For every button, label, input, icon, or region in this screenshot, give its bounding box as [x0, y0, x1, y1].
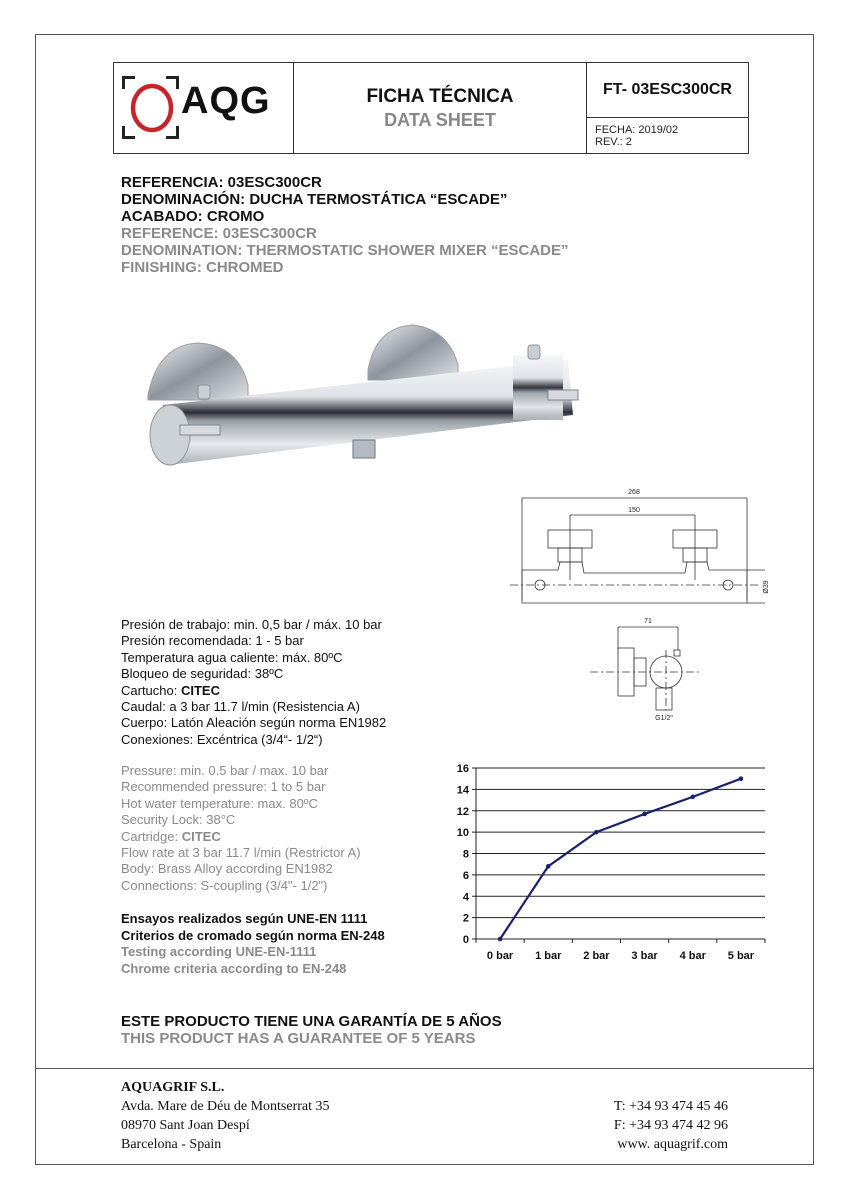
- dim-total-width: 268: [628, 489, 640, 496]
- spec-flow: Flow rate at 3 bar 11.7 l/min (Restrictor A): [121, 845, 361, 861]
- header-table: [113, 62, 749, 154]
- dim-center-distance: 150: [628, 507, 640, 514]
- finish-en: FINISHING: CHROMED: [121, 259, 284, 276]
- footer-divider: [35, 1068, 814, 1069]
- company-name: AQUAGRIF S.L.: [121, 1080, 225, 1095]
- spec-pressure: Pressure: min. 0.5 bar / max. 10 bar: [121, 763, 329, 778]
- y-tick-label: 0: [462, 934, 469, 946]
- y-tick-label: 4: [462, 891, 469, 904]
- title-es: FICHA TÉCNICA: [366, 85, 514, 107]
- guarantee-block: [121, 1013, 502, 1047]
- spec-cartridge: Cartridge: CITEC: [121, 828, 221, 844]
- safety-button: [198, 385, 210, 399]
- address-line-1: Avda. Mare de Déu de Montserrat 35: [121, 1099, 330, 1114]
- dim-outlet: G1/2": [655, 715, 673, 722]
- reference-en: REFERENCE: 03ESC300CR: [121, 225, 317, 242]
- test-es-1: Ensayos realizados según UNE-EN 1111: [121, 911, 368, 926]
- footer-contact: [614, 1097, 728, 1154]
- data-point: [546, 864, 551, 869]
- data-point: [642, 812, 647, 817]
- spec-recommended: Presión recomendada: 1 - 5 bar: [121, 633, 304, 649]
- y-tick-label: 12: [456, 805, 469, 818]
- website-link[interactable]: www. aquagrif.com: [617, 1137, 728, 1152]
- reference-es: REFERENCIA: 03ESC300CR: [121, 174, 322, 191]
- spec-cartridge: Cartucho: CITEC: [121, 682, 220, 698]
- guarantee-es: ESTE PRODUCTO TIENE UNA GARANTÍA DE 5 AÑOS: [121, 1013, 502, 1030]
- product-photo: [118, 305, 593, 470]
- flow-handle: [513, 355, 563, 420]
- dim-diameter: Ø39: [763, 580, 770, 594]
- document-revision: REV.: 2: [595, 136, 632, 148]
- guarantee-en: THIS PRODUCT HAS A GUARANTEE OF 5 YEARS: [121, 1030, 476, 1047]
- data-point: [690, 795, 695, 800]
- data-point: [739, 776, 744, 781]
- lever: [180, 425, 220, 435]
- fax: F: +34 93 474 42 96: [613, 1118, 728, 1133]
- spec-connections: Conexiones: Excéntrica (3/4“- 1/2“): [121, 731, 323, 747]
- document-date: FECHA: 2019/02: [595, 124, 679, 136]
- title-en: DATA SHEET: [384, 109, 496, 130]
- series-line: [500, 779, 741, 939]
- wall-escutcheon-right: [368, 325, 458, 380]
- y-tick-label: 6: [462, 869, 469, 882]
- spec-connections: Connections: S-coupling (3/4"- 1/2"): [121, 877, 328, 893]
- lever: [548, 390, 578, 400]
- address-line-3: Barcelona - Spain: [121, 1137, 222, 1152]
- spec-lock: Security Lock: 38°C: [121, 812, 236, 828]
- x-tick-label: 2 bar: [583, 950, 610, 962]
- spec-hot-water: Temperatura agua caliente: máx. 80ºC: [121, 649, 343, 665]
- flow-rate-chart: [445, 757, 775, 972]
- test-es-2: Criterios de cromado según norma EN-248: [121, 927, 385, 943]
- y-tick-label: 8: [462, 848, 469, 861]
- spec-lock: Bloqueo de seguridad: 38ºC: [121, 666, 284, 682]
- reference-block: [121, 174, 569, 276]
- x-tick-label: 4 bar: [679, 950, 706, 962]
- spec-body: Body: Brass Alloy according EN1982: [121, 861, 333, 877]
- y-tick-label: 2: [462, 912, 469, 925]
- logo: [114, 63, 294, 153]
- spec-flow: Caudal: a 3 bar 11.7 l/min (Resistencia A): [121, 699, 360, 715]
- test-en-2: Chrome criteria according to EN-248: [121, 960, 347, 976]
- y-tick-label: 14: [456, 784, 469, 797]
- x-tick-label: 5 bar: [727, 950, 755, 962]
- x-tick-label: 1 bar: [535, 950, 562, 962]
- tests-block: [121, 911, 385, 977]
- spec-pressure: Presión de trabajo: min. 0,5 bar / máx. 10 bar: [121, 617, 382, 632]
- outlet-thread: [353, 440, 375, 458]
- data-point: [498, 937, 503, 942]
- data-point: [594, 830, 599, 835]
- phone: T: +34 93 474 45 46: [613, 1099, 728, 1114]
- spec-body: Cuerpo: Latón Aleación según norma EN1982: [121, 715, 387, 731]
- denomination-en: DENOMINATION: THERMOSTATIC SHOWER MIXER “ESCADE”: [121, 242, 569, 259]
- spec-hot-water: Hot water temperature: max. 80ºC: [121, 795, 318, 811]
- dim-depth: 71: [644, 618, 652, 625]
- technical-drawing-side: [590, 610, 700, 745]
- specs-es: [121, 617, 386, 748]
- spec-recommended: Recommended pressure: 1 to 5 bar: [121, 779, 326, 795]
- y-tick-label: 16: [456, 763, 469, 775]
- address-line-2: 08970 Sant Joan Despí: [121, 1118, 250, 1133]
- reference-cell: [587, 63, 748, 153]
- specs-en: [121, 763, 361, 894]
- logo-ring-icon: [128, 80, 176, 136]
- document-code: FT- 03ESC300CR: [587, 63, 748, 118]
- x-tick-label: 0 bar: [486, 950, 514, 962]
- y-tick-label: 10: [456, 827, 469, 840]
- finish-es: ACABADO: CROMO: [121, 208, 265, 225]
- safety-button: [528, 345, 540, 359]
- x-tick-label: 3 bar: [631, 950, 658, 962]
- title-cell: [294, 63, 587, 153]
- test-en-1: Testing according UNE-EN-1111: [121, 944, 317, 959]
- footer-address: [121, 1078, 330, 1154]
- denomination-es: DENOMINACIÓN: DUCHA TERMOSTÁTICA “ESCADE”: [121, 191, 508, 208]
- technical-drawing-front: [510, 485, 775, 610]
- logo-text: AQG: [181, 80, 271, 122]
